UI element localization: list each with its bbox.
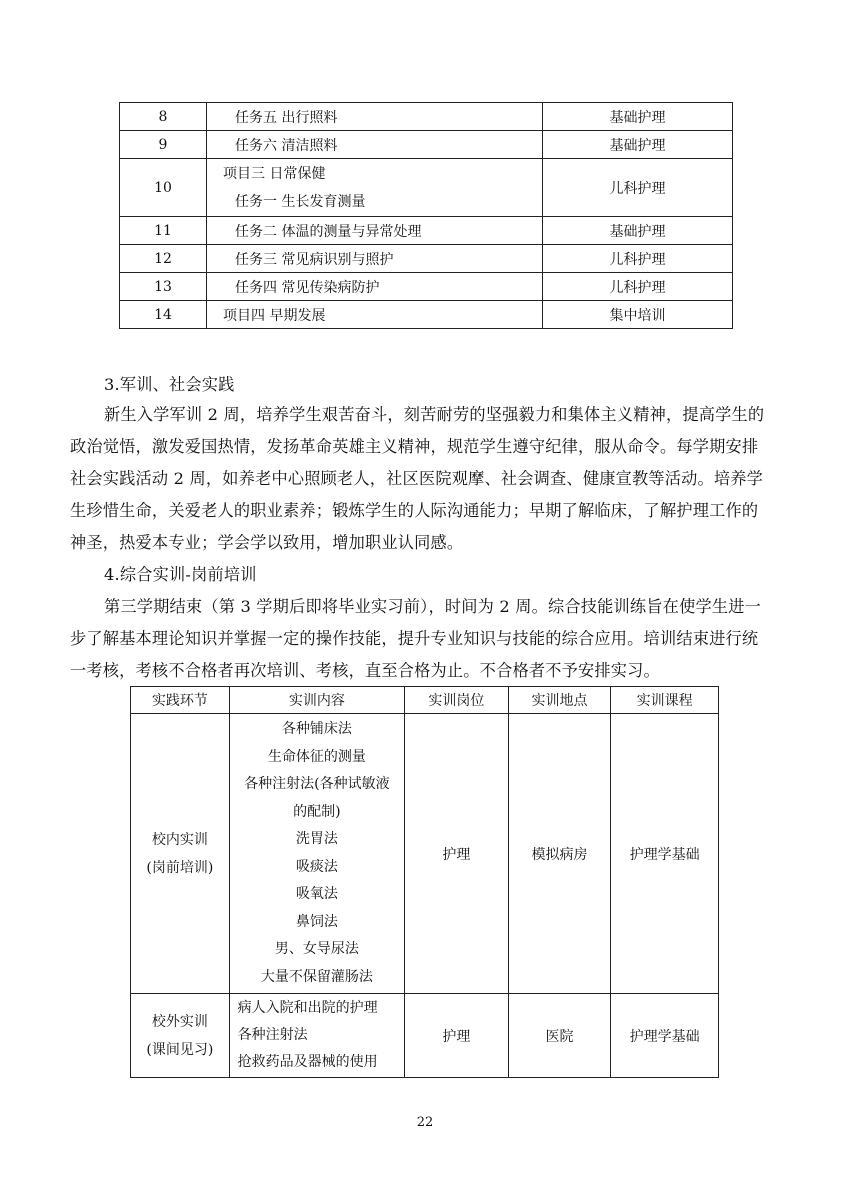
column-header: 实训地点 [508,687,611,714]
column-header: 实践环节 [131,687,230,714]
row-number: 8 [120,103,207,131]
row-number: 13 [120,273,207,301]
training-item: 大量不保留灌肠法 [260,968,373,985]
course-name: 儿科护理 [543,245,733,273]
task-name: 任务六 清洁照料 [235,137,338,154]
table-row [120,131,733,159]
training-item: 男、女导尿法 [274,941,359,957]
table-row [120,217,733,245]
training-item: 鼻饲法 [295,913,338,930]
stage-label: (岗前培训) [146,859,214,876]
training-item: 洗胃法 [295,831,338,847]
page-number: 22 [416,1115,434,1130]
row-number: 10 [120,159,207,217]
location-cell: 医院 [508,994,611,1078]
stage-cell [131,714,230,994]
task-name: 任务四 常见传染病防护 [235,279,380,296]
column-header: 实训课程 [611,687,719,714]
section-heading: 4.综合实训-岗前培训 [104,565,257,584]
course-cell: 护理学基础 [611,994,719,1078]
course-name: 儿科护理 [543,273,733,301]
course-name: 基础护理 [543,131,733,159]
paragraph-line: 一考核，考核不合格者再次培训、考核，直至合格为止。不合格者不予安排实习。 [70,661,660,680]
course-name: 集中培训 [543,301,733,329]
training-item: 抢救药品及器械的使用 [237,1054,378,1070]
table-row [120,273,733,301]
task-name: 任务五 出行照料 [235,109,338,126]
paragraph-line: 步了解基本理论知识并掌握一定的操作技能，提升专业知识与技能的综合应用。培训结束进行统 [70,629,759,648]
post-cell: 护理 [405,994,509,1078]
stage-cell [131,994,230,1078]
content-cell [229,714,404,994]
paragraph-line: 生珍惜生命，关爱老人的职业素养；锻炼学生的人际沟通能力；早期了解临床，了解护理工作的 [70,501,759,520]
task-name: 任务三 常见病识别与照护 [235,251,394,268]
row-number: 11 [120,217,207,245]
training-item: 各种注射法 [237,1027,308,1043]
training-item: 吸痰法 [295,858,338,875]
content-cell [229,994,404,1078]
table-header-row [131,687,719,714]
training-item: 各种注射法(各种试敏液 [244,776,390,792]
task-table [119,102,733,329]
paragraph-line: 新生入学军训 2 周，培养学生艰苦奋斗，刻苦耐劳的坚强毅力和集体主义精神，提高学生的 [104,405,765,424]
paragraph-line: 第三学期结束（第 3 学期后即将毕业实习前），时间为 2 周。综合技能训练旨在使学生进一 [104,597,762,616]
stage-label: (课间见习) [146,1041,214,1058]
paragraph-line: 政治觉悟，激发爱国热情，发扬革命英雄主义精神，规范学生遵守纪律，服从命令。每学期安排 [70,437,759,456]
course-name: 基础护理 [543,217,733,245]
table-row [120,159,733,217]
table-row [120,301,733,329]
training-item: 病人入院和出院的护理 [237,1000,378,1016]
table-row [131,714,719,994]
stage-label: 校内实训 [151,831,208,848]
paragraph-line: 社会实践活动 2 周，如养老中心照顾老人，社区医院观摩、社会调查、健康宣教等活动。培养学 [70,469,764,488]
task-name: 任务一 生长发育测量 [235,193,366,210]
course-name: 儿科护理 [543,159,733,217]
course-name: 基础护理 [543,103,733,131]
column-header: 实训岗位 [405,687,509,714]
table-row [120,245,733,273]
training-item: 各种铺床法 [281,721,352,737]
project-name: 项目四 早期发展 [223,307,326,324]
stage-label: 校外实训 [151,1013,208,1030]
training-table [130,686,719,1078]
section-heading: 3.军训、社会实践 [104,375,235,394]
row-number: 12 [120,245,207,273]
course-cell: 护理学基础 [611,714,719,994]
location-cell: 模拟病房 [508,714,611,994]
table-row [120,103,733,131]
table-row [131,994,719,1078]
post-cell: 护理 [405,714,509,994]
training-item: 吸氧法 [295,886,338,902]
column-header: 实训内容 [229,687,404,714]
row-number: 14 [120,301,207,329]
paragraph-line: 神圣，热爱本专业；学会学以致用，增加职业认同感。 [70,533,464,552]
training-item: 生命体征的测量 [267,748,366,765]
training-item: 的配制) [293,803,341,820]
project-name: 项目三 日常保健 [223,165,326,182]
task-name: 任务二 体温的测量与异常处理 [235,223,422,240]
row-number: 9 [120,131,207,159]
